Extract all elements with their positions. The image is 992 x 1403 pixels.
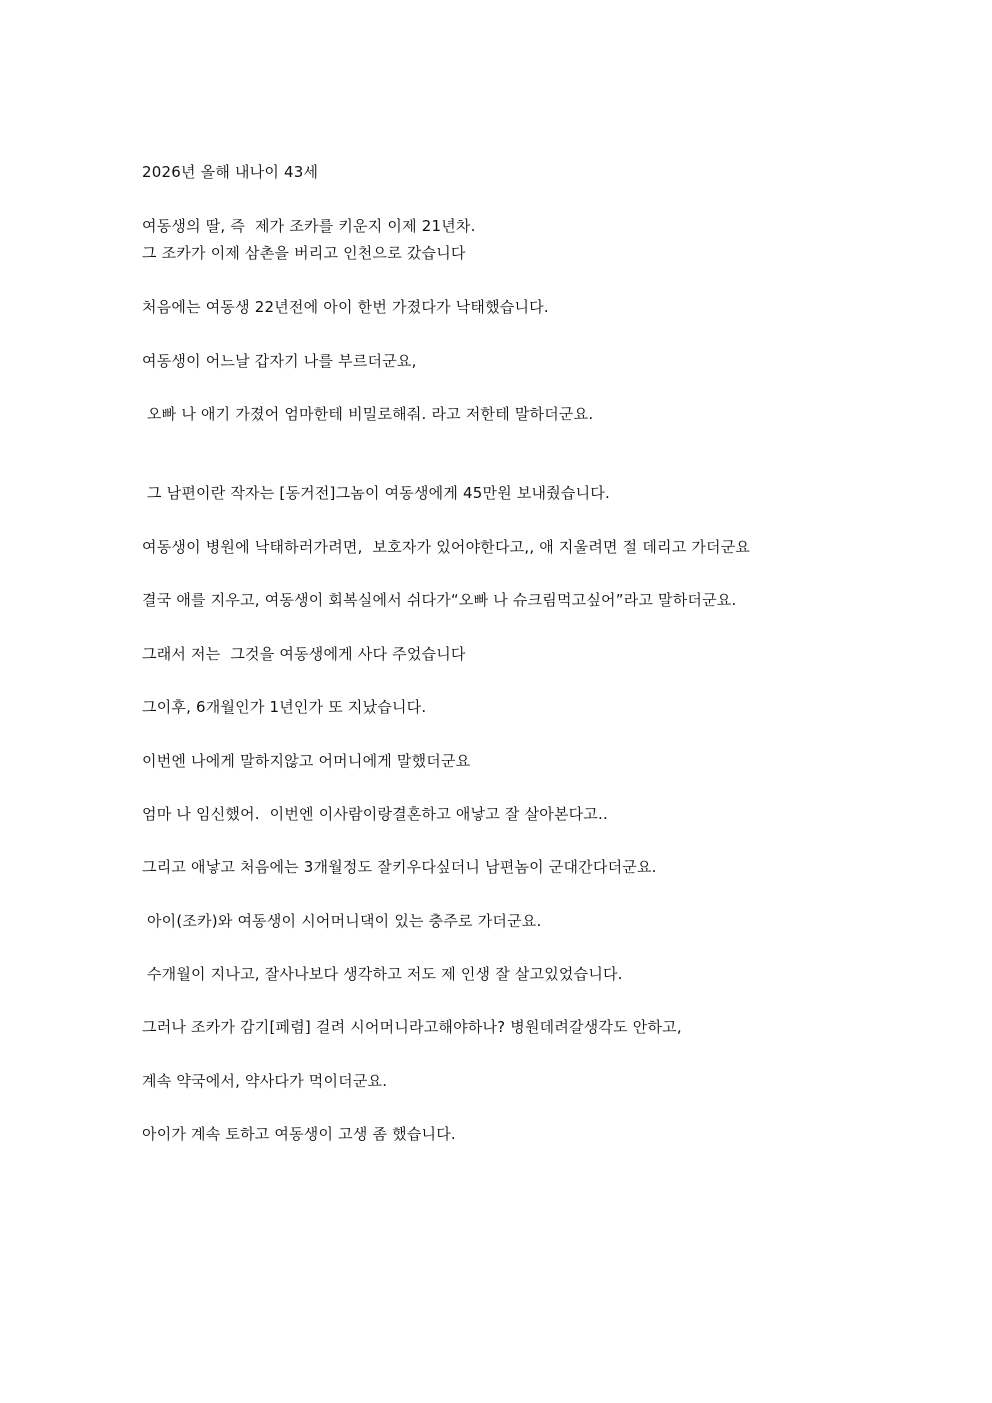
text-line-12: 이번엔 나에게 말하지않고 어머니에게 말했더군요 — [142, 752, 471, 770]
text-line-1: 2026년 올해 내나이 43세 — [142, 163, 319, 181]
text-line-3: 그 조카가 이제 삼촌을 버리고 인천으로 갔습니다 — [142, 244, 466, 262]
text-line-9: 결국 애를 지우고, 여동생이 회복실에서 쉬다가“오빠 나 슈크림먹고싶어”라고 말하더군요. — [142, 591, 737, 609]
text-line-4: 처음에는 여동생 22년전에 아이 한번 가졌다가 낙태했습니다. — [142, 298, 549, 316]
text-line-2: 여동생의 딸, 즉 제가 조카를 키운지 이제 21년차. — [142, 217, 476, 235]
text-line-10: 그래서 저는 그것을 여동생에게 사다 주었습니다 — [142, 645, 466, 663]
text-line-13: 엄마 나 임신했어. 이번엔 이사람이랑결혼하고 애낳고 잘 살아본다고.. — [142, 805, 608, 823]
text-line-17: 그러나 조카가 감기[페렴] 걸려 시어머니라고해야하나? 병원데려갈생각도 안하고, — [142, 1018, 682, 1036]
text-line-6: 오빠 나 애기 가졌어 엄마한테 비밀로해줘. 라고 저한테 말하더군요. — [142, 405, 594, 423]
text-line-5: 여동생이 어느날 갑자기 나를 부르더군요, — [142, 352, 417, 370]
text-line-8: 여동생이 병원에 낙태하러가려면, 보호자가 있어야한다고,, 애 지울려면 절 데리고 가더군요 — [142, 538, 751, 556]
text-line-19: 아이가 계속 토하고 여동생이 고생 좀 했습니다. — [142, 1125, 456, 1143]
text-line-18: 계속 약국에서, 약사다가 먹이더군요. — [142, 1072, 388, 1090]
text-line-15: 아이(조카)와 여동생이 시어머니댁이 있는 충주로 가더군요. — [142, 912, 542, 930]
text-line-16: 수개월이 지나고, 잘사나보다 생각하고 저도 제 인생 잘 살고있었습니다. — [142, 965, 623, 983]
text-line-11: 그이후, 6개월인가 1년인가 또 지났습니다. — [142, 698, 427, 716]
text-line-14: 그리고 애낳고 처음에는 3개월정도 잘키우다싶더니 남편놈이 군대간다더군요. — [142, 858, 657, 876]
text-line-7: 그 남편이란 작자는 [동거전]그놈이 여동생에게 45만원 보내줬습니다. — [142, 484, 610, 502]
